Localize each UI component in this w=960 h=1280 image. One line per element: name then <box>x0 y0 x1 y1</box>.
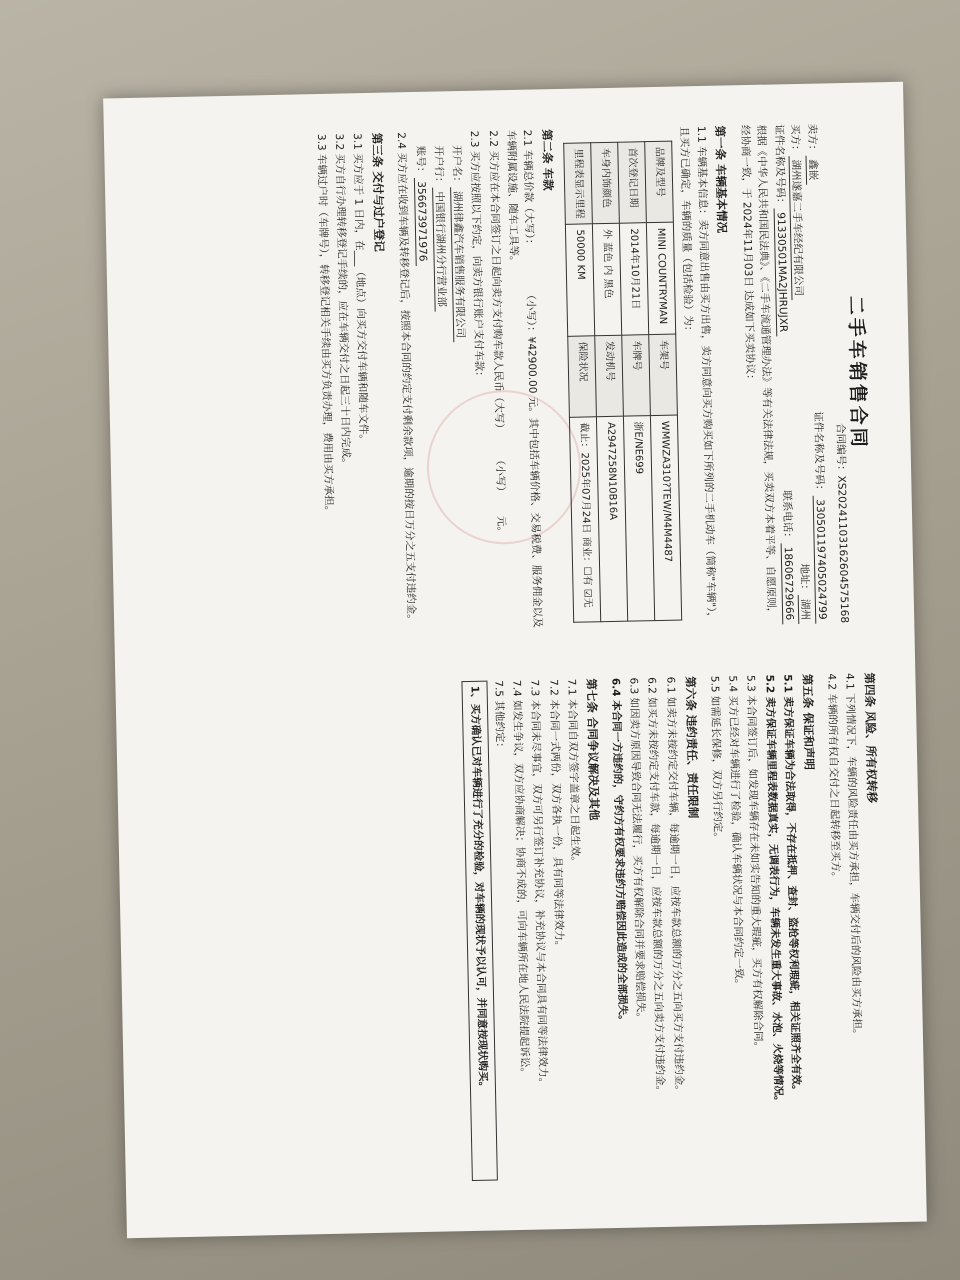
table-cell: 里程表显示里程 <box>564 143 593 225</box>
article-5-4: 5.4 买方已经对车辆进行了检验，确认车辆状况与本合同约定一致。 <box>726 675 745 990</box>
account-name: 湖州律鑫汽车销售服务有限公司 <box>450 187 466 342</box>
left-column <box>310 122 884 634</box>
final-clause: 1、买方确认已对车辆进行了充分的检验，对车辆的现状予以认可，并同意按现状购买。 <box>462 681 499 1181</box>
table-cell: 2014年10月21日 <box>619 223 648 336</box>
table-cell: 车身内饰颜色 <box>591 142 620 224</box>
seller-name: 鑫嵌 <box>805 155 819 184</box>
buyer-address: 湖州 <box>798 595 812 624</box>
vehicle-info-table <box>563 141 682 623</box>
article-5-heading: 第五条 保证和声明 <box>800 673 817 771</box>
contract-document <box>103 82 926 1219</box>
article-2-4: 2.4 买方应在收到车辆及转移登记后，按照本合同的约定支付剩余款项，逾期的按日万分之五支付违约金。 <box>395 132 418 625</box>
article-3-1: 3.1 买方应于 1 日内，在___（地点）向买方交付车辆和随车文件。 <box>351 133 370 445</box>
article-2-heading: 第二条 车款 <box>539 129 556 191</box>
buyer-phone-label: 联系电话： <box>780 490 794 543</box>
table-cell: 品牌及型号 <box>645 141 674 223</box>
table-cell: 发动机号 <box>595 335 624 417</box>
bank-name: 中国银行湖州分行营业部 <box>432 187 448 311</box>
table-cell: 车牌号 <box>622 335 651 417</box>
seller-label: 卖方： <box>805 123 819 156</box>
account-label: 开户名： <box>450 144 464 188</box>
article-6-1: 6.1 如卖方未按约定交付车辆，每逾期一日，应按车款总额的万分之五向买方支付违约金。 <box>664 676 685 1096</box>
buyer-code-label: 证件名称及号码： <box>773 124 787 209</box>
article-1-heading: 第一条 车辆基本情况 <box>713 125 730 234</box>
contract-number: 合同编号：XS20241103162604575168 <box>834 423 851 624</box>
article-2-3: 2.3 买方应按照以下约定，向卖方银行账户支付车款： <box>468 130 486 382</box>
article-6-2: 6.2 如买方未按约定支付车款，每逾期一日，应按车款总额的万分之五向卖方支付违约金。 <box>645 677 667 1097</box>
article-4-2: 4.2 车辆的所有权自交付之日起转移至买方。 <box>825 673 842 883</box>
table-cell: A2947258N10B16A <box>596 416 627 621</box>
buyer-code: 91330501MA2JHRUJXR <box>774 208 790 336</box>
table-cell: WMWZA310?TEW/M4M4487 <box>650 415 681 620</box>
article-6-3: 6.3 如因卖方原因导致合同无法履行，买方有权解除合同并要求赔偿损失。 <box>627 677 647 1024</box>
article-4-heading: 第四条 风险、所有权转移 <box>862 672 880 804</box>
article-5-3: 5.3 本合同签订后，如发现车辆存在未如实告知的重大瑕疵，买方有权解除合同。 <box>744 674 765 1053</box>
article-5-2: 5.2 卖方保证车辆里程表数据真实，无调表行为，车辆未发生重大事故、水泡、火烧等情况。 <box>762 674 784 1107</box>
table-cell: 车架号 <box>649 334 678 416</box>
contract-paper <box>103 82 927 1239</box>
buyer-phone: 18606729666 <box>781 543 796 625</box>
article-7-5: 7.5 其他约定： <box>492 680 506 754</box>
article-5-5: 5.5 如需延长保修，双方另行约定。 <box>708 675 724 843</box>
article-3-heading: 第三条 交付与过户登记 <box>370 132 387 252</box>
article-2-1: 2.1 车辆总价款（大写）： （小写）：¥42900.00 元。其中包括车辆价格、交易税费、服务佣金以及车辆附属设施、随车工具等。 <box>504 129 544 628</box>
buyer-label: 买方： <box>789 123 802 156</box>
table-cell: 浙E/NE699 <box>623 416 654 621</box>
article-4-1: 4.1 下列情况下，车辆的风险责任由买方承担，车辆交付后的风险由买方承担。 <box>843 672 864 1040</box>
article-6-heading: 第六条 违约责任、责任限制 <box>682 676 700 819</box>
buyer-addr-label: 地址： <box>798 563 812 596</box>
article-7-heading: 第七条 合同争议解决及其他 <box>584 678 602 821</box>
buyer-name: 湖州遂嘉二手车经纪有限公司 <box>789 155 805 300</box>
seller-id-label: 证件名称及号码： <box>811 411 826 496</box>
table-cell: 保险状况 <box>568 336 597 418</box>
article-5-1: 5.1 卖方保证车辆为合法取得，不存在抵押、查封、盗抢等权利瑕疵，相关证照齐全有效。 <box>781 674 803 1096</box>
bank-label: 开户行： <box>432 145 446 188</box>
contract-intro: 根据《中华人民共和国民法典》、《二手车流通管理办法》等有关法律法规，买卖双方本着平等、自愿原则，经协商一致，于 2024年11月03日 达成如下买卖协议： <box>738 124 778 619</box>
article-6-4: 6.4 本合同一方违约的，守约方有权要求违约方赔偿因此造成的全部损失。 <box>609 677 629 1026</box>
article-3-3: 3.3 车辆过户时（车牌号），转移登记相关手续由买方负责办理，费用由买方承担。 <box>314 133 335 517</box>
article-7-2: 7.2 本合同一式两份，双方各执一份，具有同等法律效力。 <box>546 679 565 952</box>
article-7-1: 7.1 本合同自双方签字盖章之日起生效。 <box>565 678 582 867</box>
article-2-2: 2.2 买方应在本合同签订之日起向卖方支付购车款人民币（大写） （小写） 元。 <box>486 130 508 538</box>
table-cell: 截止：2025年07月24日 商业：☐有 ☑无 <box>569 417 600 622</box>
table-cell: 外 蓝色 内 黑色 <box>592 223 621 336</box>
page-title: 二手车销售合同 <box>844 295 870 450</box>
right-column <box>460 672 896 1181</box>
table-cell: 首次登记日期 <box>618 142 647 224</box>
article-3-2: 3.2 买方自行办理转移登记手续的，应在车辆交付之日起三十日内完成。 <box>332 133 352 469</box>
seller-id: 330501197405024799 <box>812 495 828 623</box>
account-number: 356673971976 <box>414 177 429 265</box>
article-7-3: 7.3 本合同未尽事宜，双方可另行签订补充协议，补充协议与本合同具有同等法律效力。 <box>528 679 550 1089</box>
table-cell: 50000 KM <box>565 224 594 337</box>
table-cell: MINI COUNTRYMAN <box>646 222 675 335</box>
article-1-1: 1.1 车辆基本信息：卖方同意出售由买方出售，卖方同意向买方购买如下所列的二手机动车（简称"车辆"），且买方已确定，车辆的质量（包括检验）为： <box>678 125 717 623</box>
account-number-label: 账号： <box>413 145 427 178</box>
article-7-4: 7.4 如发生争议，双方应协商解决；协商不成的，可向车辆所在地人民法院提起诉讼。 <box>510 679 531 1079</box>
